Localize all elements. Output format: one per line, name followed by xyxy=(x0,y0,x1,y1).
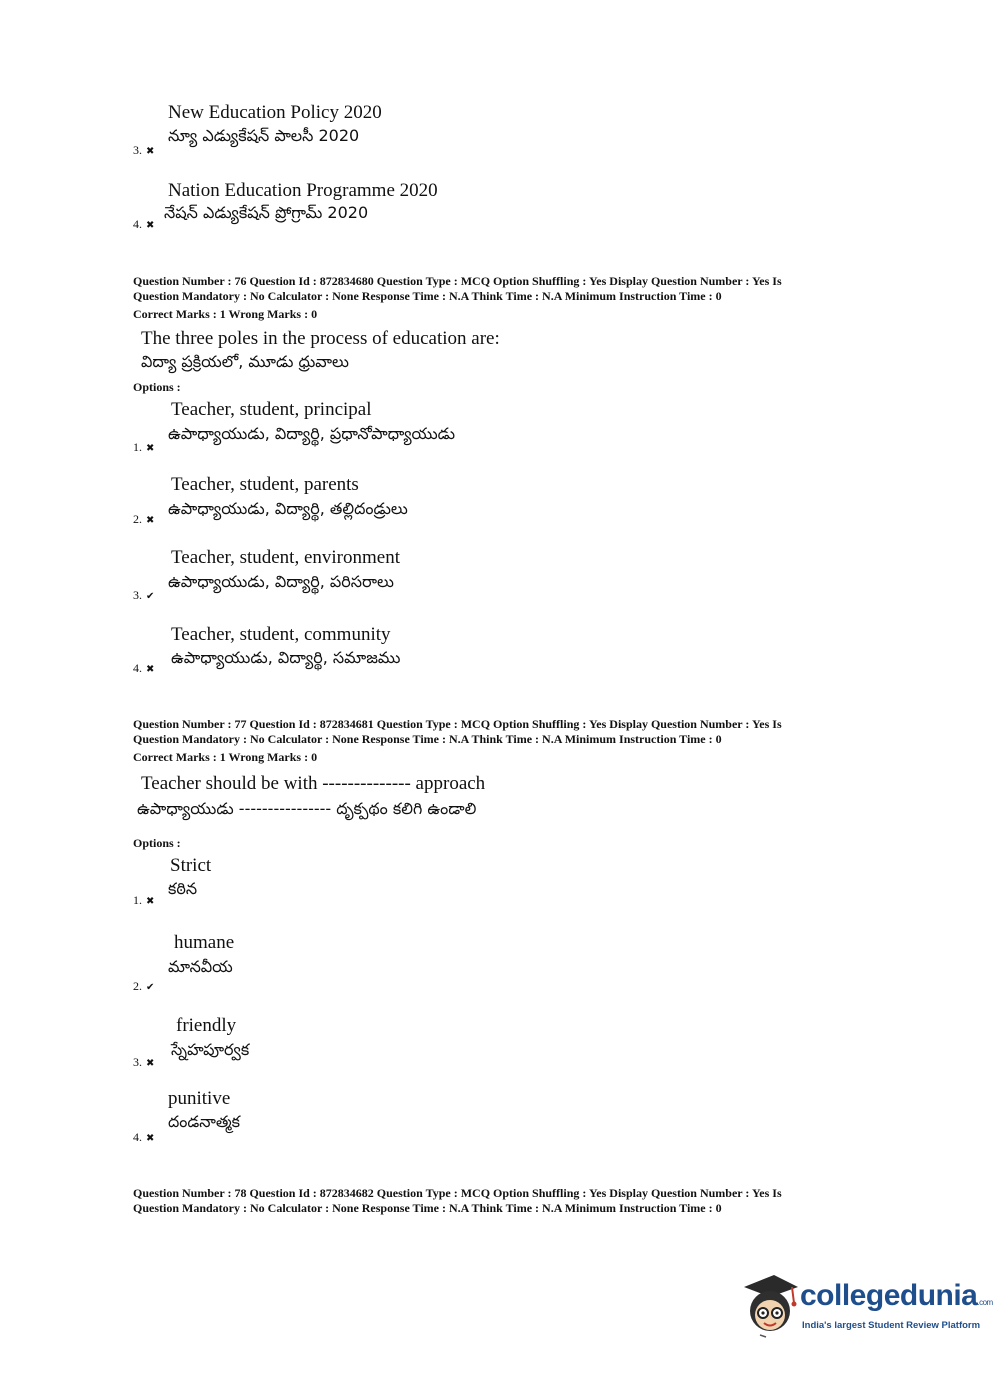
cross-icon: ✖ xyxy=(146,1133,155,1144)
q76-options-label: Options : xyxy=(133,380,181,394)
q77-question-english: Teacher should be with -------------- approach xyxy=(141,773,486,794)
collegedunia-logo xyxy=(740,1273,993,1343)
option-number: 2. xyxy=(133,979,142,993)
option-4-english: Nation Education Programme 2020 xyxy=(168,180,438,201)
logo-tagline: India's largest Student Review Platform xyxy=(802,1320,981,1331)
q76-option-3-telugu: ఉపాధ్యాయుడు, విద్యార్థి, పరిసరాలు xyxy=(168,572,394,591)
option-number: 4. xyxy=(133,1130,142,1144)
option-number: 1. xyxy=(133,440,142,454)
q78-meta-line-1: Question Number : 78 Question Id : 872834682 Question Type : MCQ Option Shuffling : Yes Display Question Number : Yes Is xyxy=(133,1186,782,1200)
q76-marks: Correct Marks : 1 Wrong Marks : 0 xyxy=(133,307,318,321)
q76-option-1-telugu: ఉపాధ్యాయుడు, విద్యార్థి, ప్రధానోపాధ్యాయుడు xyxy=(168,424,456,443)
q76-option-2-telugu: ఉపాధ్యాయుడు, విద్యార్థి, తల్లిదండ్రులు xyxy=(168,499,408,518)
q76-question-english: The three poles in the process of education are: xyxy=(141,328,500,349)
cross-icon: ✖ xyxy=(146,146,155,157)
option-number: 4. xyxy=(133,661,142,675)
q76-meta-line-2: Question Mandatory : No Calculator : None Response Time : N.A Think Time : N.A Minimum Instruction Time : 0 xyxy=(133,289,722,303)
check-icon: ✔ xyxy=(146,591,155,602)
option-4-telugu: నేషన్ ఎడ్యుకేషన్ ప్రోగ్రామ్ 2020 xyxy=(164,203,369,222)
cross-icon: ✖ xyxy=(146,220,155,231)
q77-options-label: Options : xyxy=(133,836,181,850)
q76-option-3-number xyxy=(133,588,154,603)
q76-meta-line-1: Question Number : 76 Question Id : 872834680 Question Type : MCQ Option Shuffling : Yes Display Question Number : Yes Is xyxy=(133,274,782,288)
q76-option-1-english: Teacher, student, principal xyxy=(171,399,372,420)
q77-option-2-english: humane xyxy=(174,932,235,953)
option-3-english: New Education Policy 2020 xyxy=(168,102,382,123)
option-number: 4. xyxy=(133,217,142,231)
option-number: 3. xyxy=(133,588,142,602)
q77-option-3-number xyxy=(133,1055,154,1070)
q77-marks: Correct Marks : 1 Wrong Marks : 0 xyxy=(133,750,318,764)
q77-option-4-english: punitive xyxy=(168,1088,231,1109)
option-number: 2. xyxy=(133,512,142,526)
option-number: 1. xyxy=(133,893,142,907)
q76-option-2-english: Teacher, student, parents xyxy=(171,474,359,495)
q77-option-2-telugu: మానవీయ xyxy=(168,957,233,976)
q77-option-1-telugu: కఠిన xyxy=(168,879,198,898)
q77-option-1-number xyxy=(133,893,154,908)
q77-question-telugu: ఉపాధ్యాయుడు ---------------- దృక్పథం కలిగి ఉండాలి xyxy=(137,799,477,818)
q76-option-4-english: Teacher, student, community xyxy=(171,624,391,645)
graduate-mascot-icon xyxy=(740,1273,800,1341)
check-icon: ✔ xyxy=(146,982,155,993)
cross-icon: ✖ xyxy=(146,896,155,907)
q76-option-1-number xyxy=(133,440,154,455)
q77-option-1-english: Strict xyxy=(170,855,212,876)
q78-meta-line-2: Question Mandatory : No Calculator : None Response Time : N.A Think Time : N.A Minimum Instruction Time : 0 xyxy=(133,1201,722,1215)
q77-option-3-english: friendly xyxy=(176,1015,237,1036)
q76-option-4-number xyxy=(133,661,154,676)
q77-meta-line-2: Question Mandatory : No Calculator : None Response Time : N.A Think Time : N.A Minimum Instruction Time : 0 xyxy=(133,732,722,746)
q76-option-3-english: Teacher, student, environment xyxy=(171,547,400,568)
option-3-telugu: న్యూ ఎడ్యుకేషన్ పాలసీ 2020 xyxy=(168,126,360,145)
q77-option-2-number xyxy=(133,979,154,994)
q76-option-4-telugu: ఉపాధ్యాయుడు, విద్యార్థి, సమాజము xyxy=(171,648,401,667)
cross-icon: ✖ xyxy=(146,515,155,526)
option-number: 3. xyxy=(133,1055,142,1069)
q77-option-4-telugu: దండనాత్మక xyxy=(168,1112,241,1131)
cross-icon: ✖ xyxy=(146,443,155,454)
q77-option-3-telugu: స్నేహపూర్వక xyxy=(171,1040,250,1059)
q77-option-4-number xyxy=(133,1130,154,1145)
q76-option-2-number xyxy=(133,512,154,527)
logo-suffix: .com xyxy=(977,1298,993,1307)
logo-wordmark xyxy=(800,1279,993,1313)
cross-icon: ✖ xyxy=(146,1058,155,1069)
q76-question-telugu: విద్యా ప్రక్రియలో, మూడు ధ్రువాలు xyxy=(141,352,349,371)
option-number: 3. xyxy=(133,143,142,157)
cross-icon: ✖ xyxy=(146,664,155,675)
option-4-number xyxy=(133,217,154,232)
q77-meta-line-1: Question Number : 77 Question Id : 872834681 Question Type : MCQ Option Shuffling : Yes Display Question Number : Yes Is xyxy=(133,717,782,731)
logo-name: collegedunia xyxy=(800,1279,978,1312)
option-3-number xyxy=(133,143,154,158)
